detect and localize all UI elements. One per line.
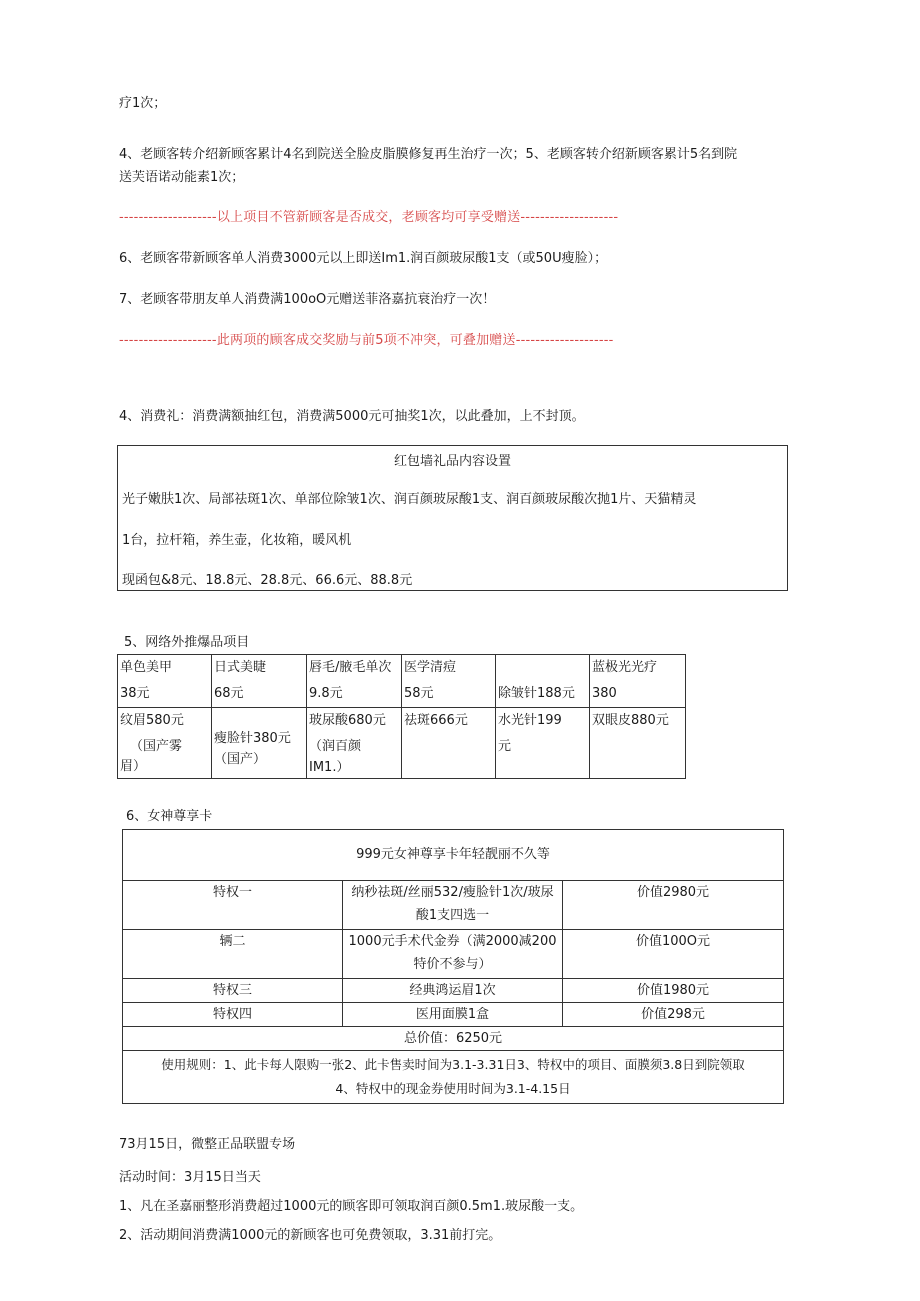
table-row xyxy=(123,979,784,1003)
table-cell: 除皱针188元 xyxy=(496,655,590,708)
table-cell: 唇毛/腋毛单次 9.8元 xyxy=(307,655,402,708)
total-value: 总价值：6250元 xyxy=(123,1027,784,1051)
table-cell: 日式美睫 68元 xyxy=(212,655,307,708)
privilege-value: 价值100O元 xyxy=(563,930,784,979)
text-line: 疗1次； xyxy=(119,96,167,111)
section-heading: 4、消费礼：消费满额抽红包，消费满5000元可抽奖1次，以此叠加，上不封顶。 xyxy=(119,409,585,424)
privilege-name: 辆二 xyxy=(123,930,343,979)
table-cell: 玻尿酸680元 （润百颜 IM1.） xyxy=(307,708,402,779)
table-cell: 双眼皮880元 xyxy=(590,708,686,779)
table-row xyxy=(123,1027,784,1051)
box-row: 现函包&8元、18.8元、28.8元、66.6元、88.8元 xyxy=(122,573,413,588)
table-row xyxy=(123,881,784,930)
privilege-value: 价值2980元 xyxy=(563,881,784,930)
table-row xyxy=(123,1003,784,1027)
section-heading: 6、女神尊享卡 xyxy=(126,809,213,824)
event-item: 2、活动期间消费满1000元的新顾客也可免费领取，3.31前打完。 xyxy=(119,1228,502,1243)
event-item: 1、凡在圣嘉丽整形消费超过1000元的顾客即可领取润百颜0.5m1.玻尿酸一支。 xyxy=(119,1199,584,1214)
table-cell: 单色美甲 38元 xyxy=(118,655,212,708)
table-row xyxy=(118,708,686,779)
table-cell: 蓝极光光疗 380 xyxy=(590,655,686,708)
table-row xyxy=(118,655,686,708)
event-time: 活动时间：3月15日当天 xyxy=(119,1170,261,1185)
table-cell: 纹眉580元 （国产雾 眉） xyxy=(118,708,212,779)
card-title: 999元女神尊享卡年轻靓丽不久等 xyxy=(123,830,784,881)
red-note: --------------------此两项的顾客成交奖励与前5项不冲突，可叠加赠送-------------------- xyxy=(119,333,614,348)
privilege-content: 经典鸿运眉1次 xyxy=(343,979,563,1003)
table-row xyxy=(123,930,784,979)
privilege-name: 特权四 xyxy=(123,1003,343,1027)
red-note: --------------------以上项目不管新顾客是否成交，老顾客均可享受赠送-------------------- xyxy=(119,210,619,225)
table-cell: 医学清痘 58元 xyxy=(402,655,496,708)
goddess-card-table xyxy=(122,829,784,1104)
text-line: 4、老顾客转介绍新顾客累计4名到院送全脸皮脂膜修复再生治疗一次；5、老顾客转介绍新顾客累计5名到院 xyxy=(119,147,738,162)
privilege-value: 价值1980元 xyxy=(563,979,784,1003)
table-cell: 祛斑666元 xyxy=(402,708,496,779)
text-line: 送芙语诺动能素1次； xyxy=(119,170,245,185)
table-cell: 水光针199 元 xyxy=(496,708,590,779)
text-line: 7、老顾客带朋友单人消费满100oO元赠送菲洛嘉抗衰治疗一次！ xyxy=(119,292,496,307)
section-heading: 5、网络外推爆品项目 xyxy=(124,635,250,650)
usage-rules: 使用规则：1、此卡每人限购一张2、此卡售卖时间为3.1-3.31日3、特权中的项目、面膜须3.8日到院领取 4、特权中的现金券使用时间为3.1-4.15日 xyxy=(123,1051,784,1104)
event-title: 73月15日，微整正品联盟专场 xyxy=(119,1137,296,1152)
red-envelope-box xyxy=(117,445,788,591)
table-row xyxy=(123,1051,784,1104)
privilege-name: 特权一 xyxy=(123,881,343,930)
privilege-content: 医用面膜1盒 xyxy=(343,1003,563,1027)
hot-items-table xyxy=(117,654,686,779)
privilege-value: 价值298元 xyxy=(563,1003,784,1027)
table-cell: 瘦脸针380元 （国产） xyxy=(212,708,307,779)
box-row: 光子嫩肤1次、局部祛斑1次、单部位除皱1次、润百颜玻尿酸1支、润百颜玻尿酸次抛1片、天猫精灵 xyxy=(122,492,697,507)
box-title: 红包墙礼品内容设置 xyxy=(393,454,511,469)
privilege-content: 1000元手术代金券（满2000减200 特价不参与） xyxy=(343,930,563,979)
box-row: 1台，拉杆箱，养生壶，化妆箱，暖风机 xyxy=(122,533,352,548)
text-line: 6、老顾客带新顾客单人消费3000元以上即送Im1.润百颜玻尿酸1支（或50U瘦脸）； xyxy=(119,251,608,266)
table-row xyxy=(123,830,784,881)
privilege-name: 特权三 xyxy=(123,979,343,1003)
privilege-content: 纳秒祛斑/丝丽532/瘦脸针1次/玻尿 酸1支四选一 xyxy=(343,881,563,930)
